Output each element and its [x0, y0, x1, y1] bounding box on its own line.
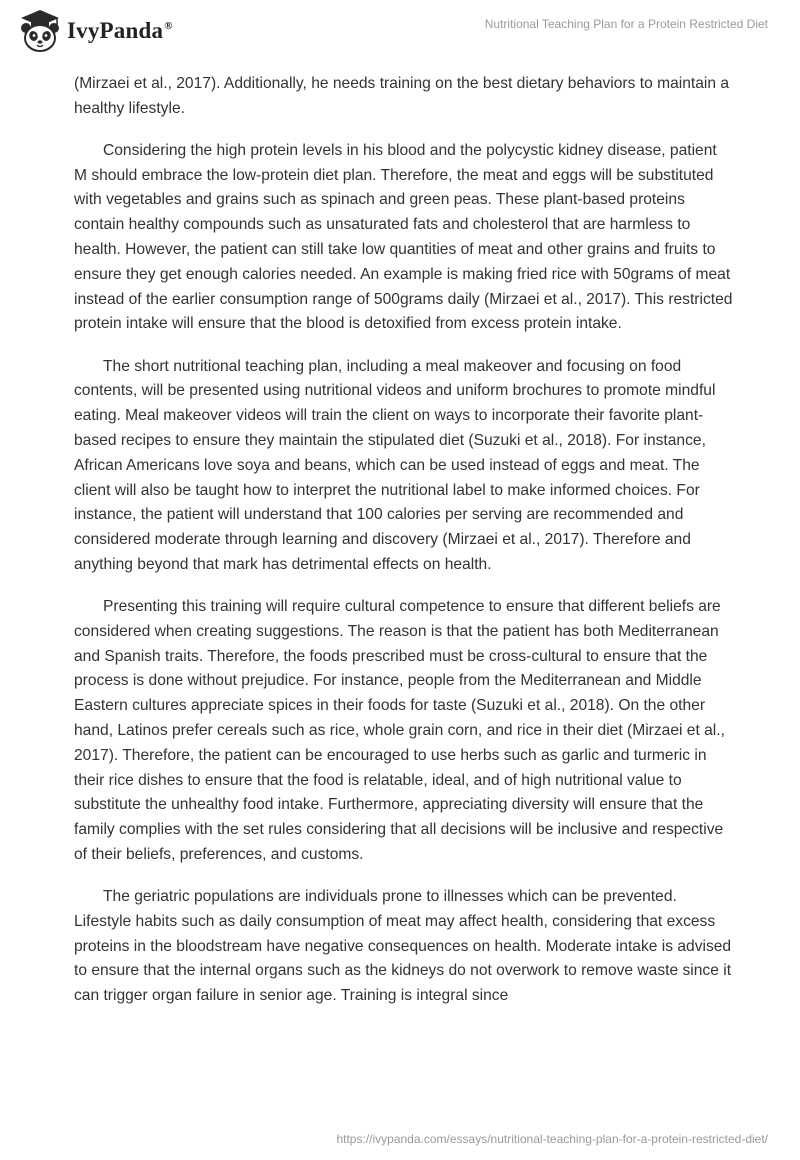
registered-mark: ® — [164, 20, 173, 33]
panda-graduate-icon — [17, 8, 63, 54]
paragraph-5: The geriatric populations are individuals prone to illnesses which can be prevented. Lifestyle habits such as daily consumption of meat may affect health, considering that excess proteins in the bloodstream have negative consequences on health. Moderate intake is advised to ensure that the internal organs such as the kidneys do not overwork to remove waste since it can trigger organ failure in senior age. Training is integral since — [74, 888, 732, 1005]
paragraph-3: The short nutritional teaching plan, including a meal makeover and focusing on food contents, will be presented using nutritional videos and uniform brochures to promote mindful eating. Meal makeover videos will train the client on ways to incorporate their favorite plant-based recipes to ensure they maintain the stipulated diet (Suzuki et al., 2018). For instance, African Americans love soya and beans, which can be used instead of eggs and meat. The client will also be taught how to interpret the nutritional label to make informed choices. For instance, the patient will understand that 100 calories per serving are recommended and considered moderate through learning and discovery (Mirzaei et al., 2017). Therefore and anything beyond that mark has detrimental effects on health. — [74, 357, 716, 573]
document-title: Nutritional Teaching Plan for a Protein Restricted Diet — [484, 17, 768, 31]
logo[interactable] — [17, 8, 173, 54]
paragraph-4: Presenting this training will require cultural competence to ensure that different beliefs are considered when creating suggestions. The reason is that the patient has both Mediterranean and Spanish traits. Therefore, the foods prescribed must be cross-cultural to ensure that the process is done without prejudice. For instance, people from the Mediterranean and Middle Eastern cultures appreciate spices in their foods for taste (Suzuki et al., 2018). On the other hand, Latinos prefer cereals such as rice, whole grain corn, and rice in their diet (Mirzaei et al., 2017). Therefore, the patient can be encouraged to use herbs such as garlic and turmeric in their rice dishes to ensure that the food is relatable, ideal, and of high nutritional value to substitute the unhealthy food intake. Furthermore, appreciating diversity will ensure that the family complies with the set rules considering that all decisions will be inclusive and respective of their beliefs, preferences, and customs. — [74, 598, 725, 863]
source-url[interactable]: https://ivypanda.com/essays/nutritional-teaching-plan-for-a-protein-restricted-diet/ — [336, 1132, 768, 1146]
essay-body — [74, 72, 734, 1026]
logo-text: IvyPanda® — [67, 18, 173, 43]
paragraph-1: (Mirzaei et al., 2017). Additionally, he needs training on the best dietary behaviors to maintain a healthy lifestyle. — [74, 75, 730, 117]
paragraph-2: Considering the high protein levels in his blood and the polycystic kidney disease, patient M should embrace the low-protein diet plan. Therefore, the meat and eggs will be substituted with vegetables and grains such as spinach and green peas. These plant-based proteins contain healthy compounds such as unsaturated fats and cholesterol that are harmless to health. However, the patient can still take low quantities of meat and other grains and fruits to ensure they get enough calories needed. An example is making fried rice with 50grams of meat instead of the earlier consumption range of 500grams daily (Mirzaei et al., 2017). This restricted protein intake will ensure that the blood is detoxified from excess protein intake. — [74, 141, 733, 333]
